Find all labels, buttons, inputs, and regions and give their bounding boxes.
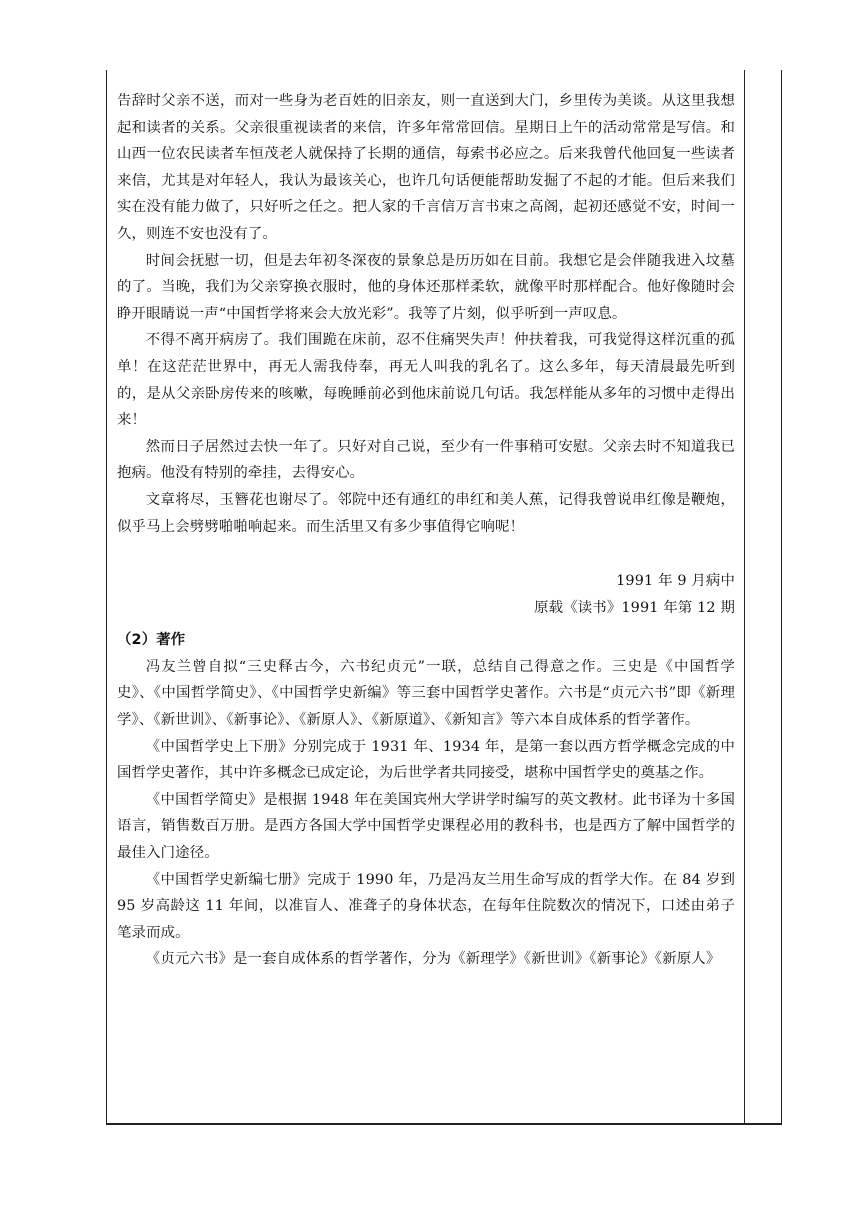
essay-paragraph-5: 文章将尽，玉簪花也谢尽了。邻院中还有通红的串红和美人蕉，记得我曾说串红像是鞭炮，似乎马上会劈劈啪啪响起来。而生活里又有多少事值得它响呢！	[117, 491, 735, 535]
main-cell	[117, 88, 735, 973]
essay-date: 1991 年 9 月病中	[616, 573, 735, 590]
essay-source: 原载《读书》1991 年第 12 期	[534, 599, 735, 616]
works-paragraph-1: 冯友兰曾自拟“三史释古今，六书纪贞元”一联，总结自己得意之作。三史是《中国哲学史》、《中国哲学简史》、《中国哲学史新编》等三套中国哲学史著作。六书是“贞元六书”即《新理学》、《新世训》、《新事论》、《新原人》、《新原道》、《新知言》等六本自成体系的哲学著作。	[117, 658, 735, 729]
essay-paragraph-2: 时间会抚慰一切，但是去年初冬深夜的景象总是历历如在目前。我想它是会伴随我进入坟墓的了。当晚，我们为父亲穿换衣服时，他的身体还那样柔软，就像平时那样配合。他好像随时会睁开眼睛说一声“中国哲学将来会大放光彩”。我等了片刻，似乎听到一声叹息。	[117, 252, 735, 322]
works-paragraph-3: 《中国哲学简史》是根据 1948 年在美国宾州大学讲学时编写的英文教材。此书译为十多国语言，销售数百万册。是西方各国大学中国哲学史课程必用的教科书，也是西方了解中国哲学的最佳入门途径。	[117, 791, 735, 862]
essay-paragraph-4: 然而日子居然过去快一年了。只好对自己说，至少有一件事稍可安慰。父亲去时不知道我已抱病。他没有特别的牵挂，去得安心。	[117, 438, 735, 482]
essay-paragraph-3: 不得不离开病房了。我们围跪在床前，忍不住痛哭失声！仲扶着我，可我觉得这样沉重的孤单！在这茫茫世界中，再无人需我侍奉，再无人叫我的乳名了。这么多年，每天清晨最先听到的，是从父亲卧房传来的咳嗽，每晚睡前必到他床前说几句话。我怎样能从多年的习惯中走得出来！	[117, 332, 735, 429]
works-paragraph-4: 《中国哲学史新编七册》完成于 1990 年，乃是冯友兰用生命写成的哲学大作。在 84 岁到 95 岁高龄这 11 年间，以准盲人、准聋子的身体状态，在每年住院数次的情况下，口述由弟子笔录而成。	[117, 871, 736, 941]
works-section-title: （2）著作	[117, 632, 186, 649]
spacer	[117, 540, 735, 568]
works-paragraph-5: 《贞元六书》是一套自成体系的哲学著作，分为《新理学》《新世训》《新事论》《新原人》	[145, 951, 721, 968]
table-frame	[106, 70, 782, 1125]
column-divider	[744, 70, 745, 1123]
works-paragraph-2: 《中国哲学史上下册》分别完成于 1931 年、1934 年，是第一套以西方哲学概念完成的中国哲学史著作，其中许多概念已成定论，为后世学者共同接受，堪称中国哲学史的奠基之作。	[117, 738, 735, 782]
essay-paragraph-1: 告辞时父亲不送，而对一些身为老百姓的旧亲友，则一直送到大门，乡里传为美谈。从这里我想起和读者的关系。父亲很重视读者的来信，许多年常常回信。星期日上午的活动常常是写信。和山西一位农民读者车恒茂老人就保持了长期的通信，每索书必应之。后来我曾代他回复一些读者来信，尤其是对年轻人，我认为最该关心，也许几句话便能帮助发掘了不起的才能。但后来我们实在没有能力做了，只好听之任之。把人家的千言信万言书束之高阁，起初还感觉不安，时间一久，则连不安也没有了。	[117, 93, 735, 242]
